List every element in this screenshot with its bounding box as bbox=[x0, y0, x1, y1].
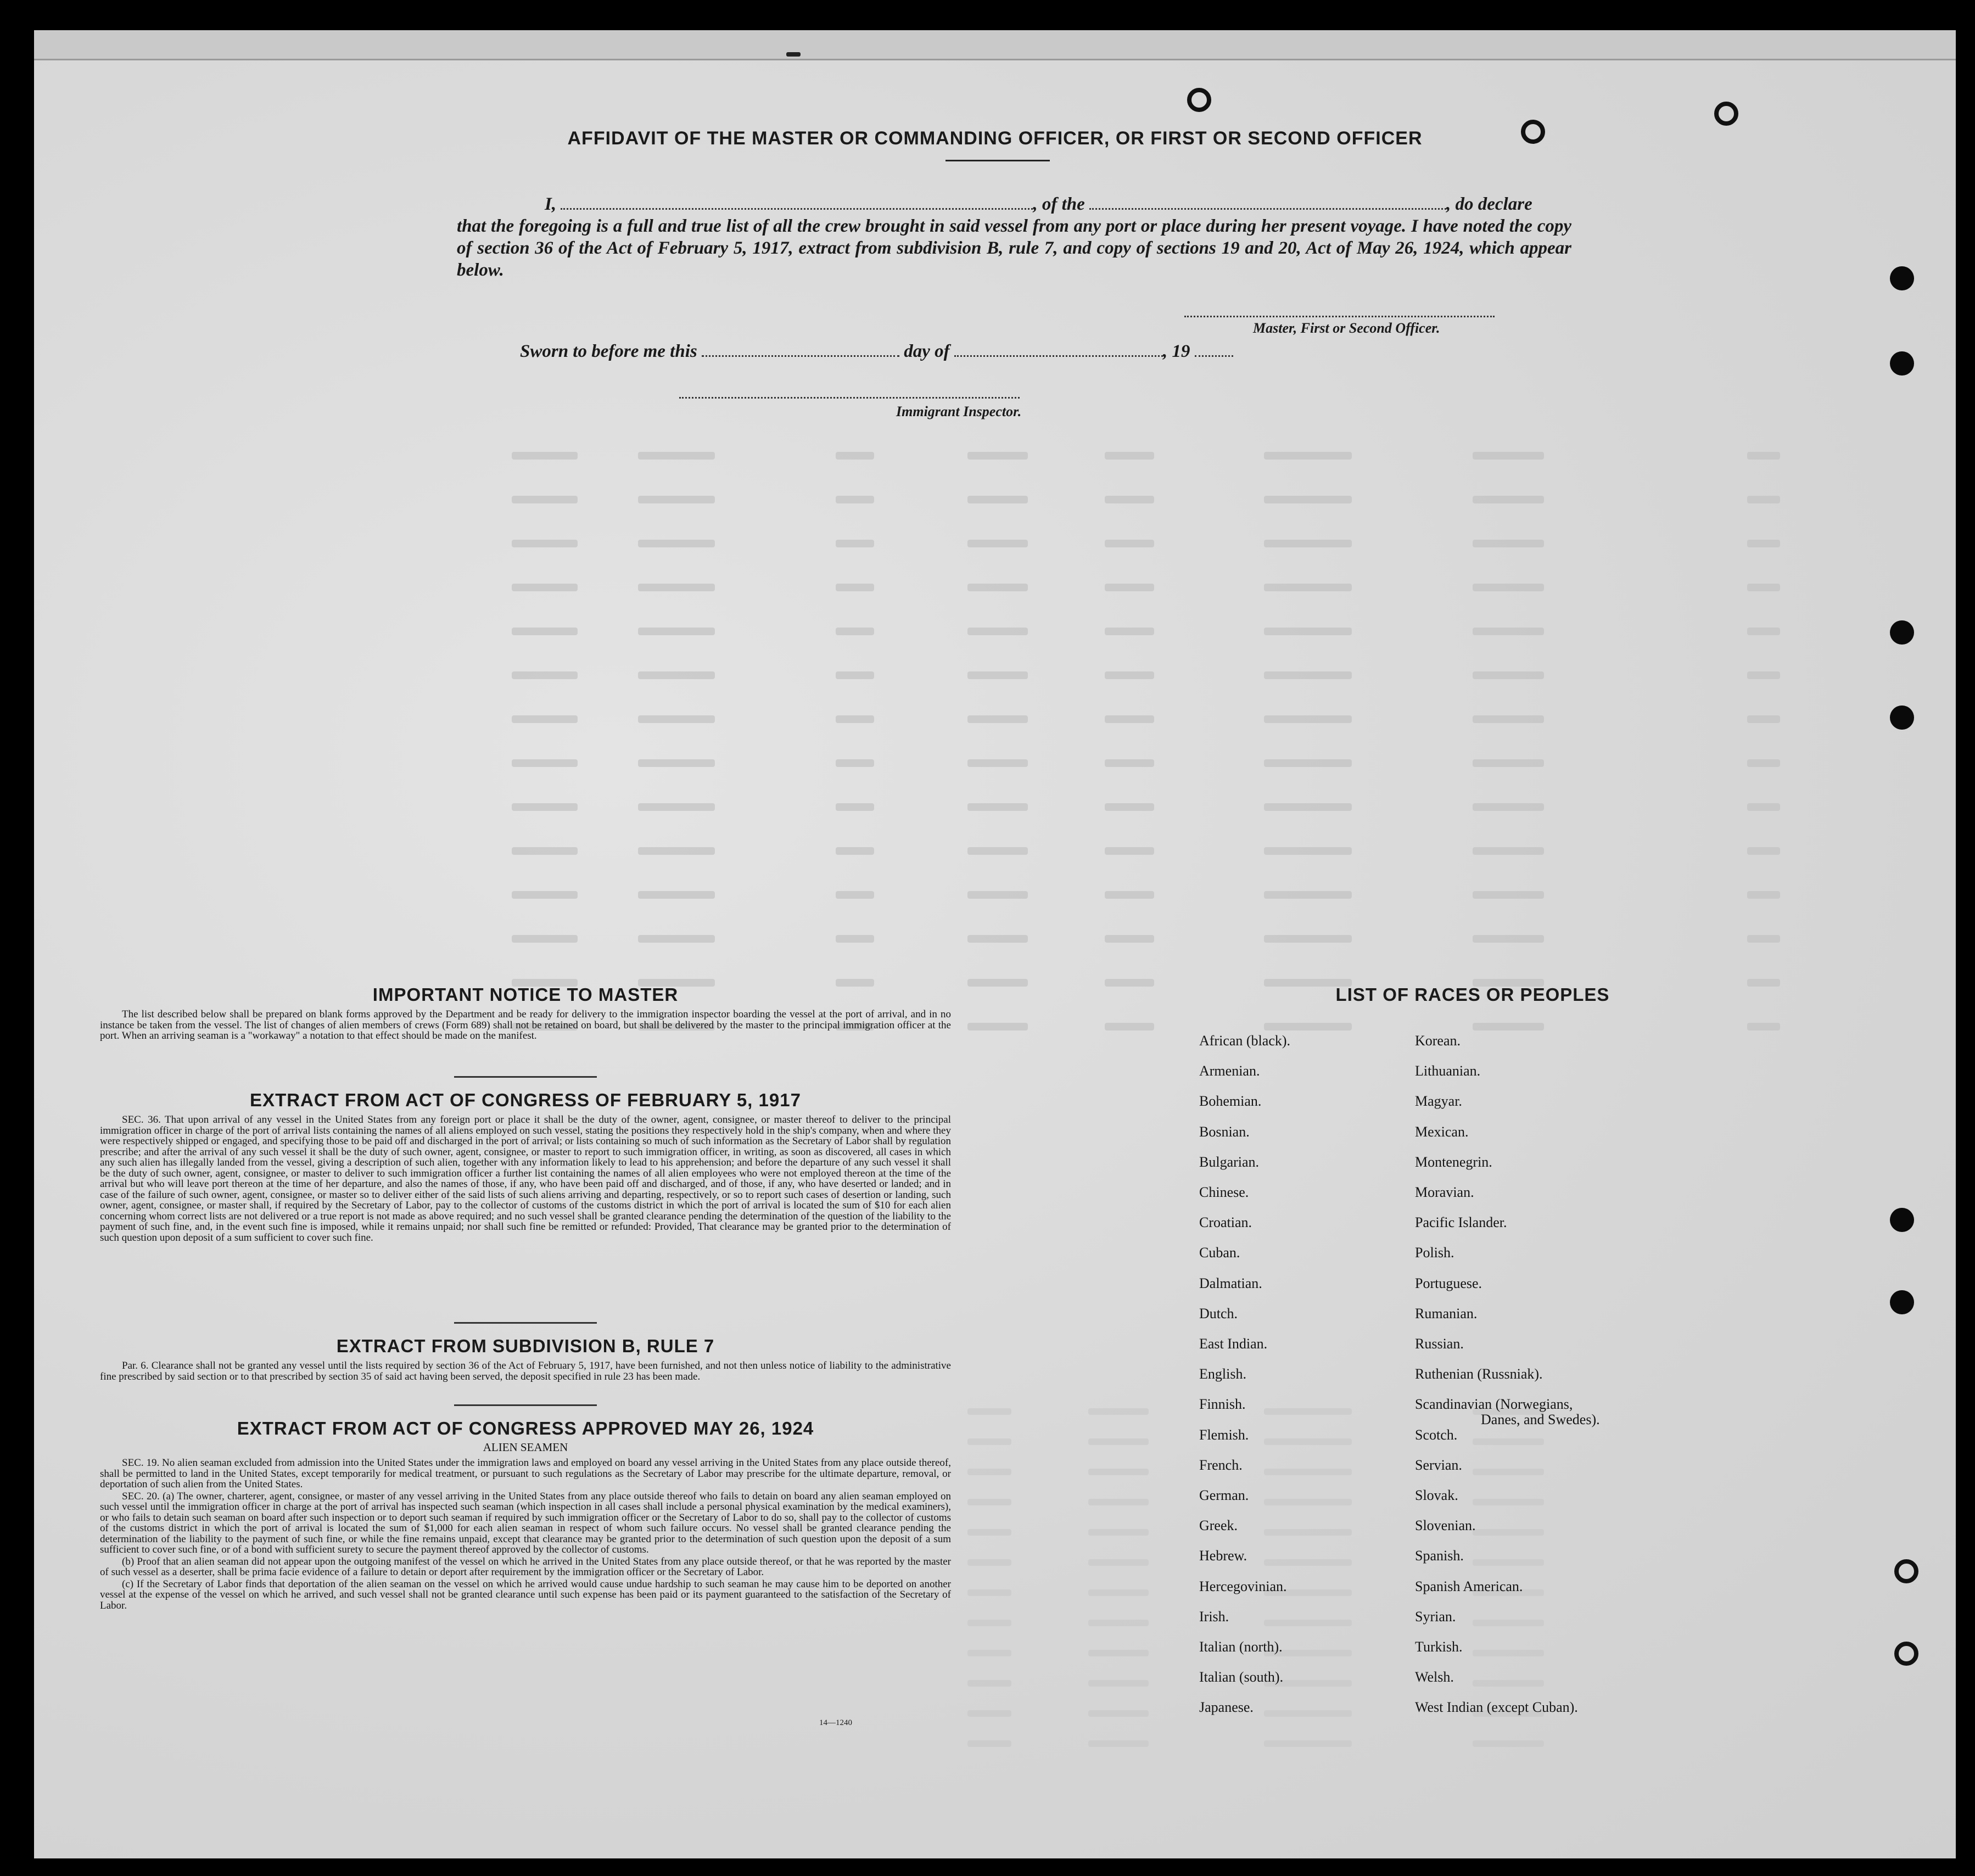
race-item: West Indian (except Cuban). bbox=[1415, 1699, 1578, 1716]
race-item: Croatian. bbox=[1199, 1214, 1252, 1231]
bleed-through-mark bbox=[1473, 1469, 1544, 1475]
declaration-of-the: , of the bbox=[1033, 194, 1085, 214]
bleed-through-mark bbox=[1747, 496, 1780, 503]
race-item: African (black). bbox=[1199, 1033, 1291, 1049]
bleed-through-mark bbox=[1747, 803, 1780, 811]
bleed-through-mark bbox=[836, 847, 874, 855]
bleed-through-mark bbox=[512, 628, 578, 635]
bleed-through-mark bbox=[1105, 540, 1154, 547]
race-scandinavian-continued: Danes, and Swedes). bbox=[1481, 1412, 1600, 1428]
bleed-through-mark bbox=[1088, 1740, 1149, 1747]
bleed-through-mark bbox=[1088, 1650, 1149, 1656]
bleed-through-mark bbox=[1747, 671, 1780, 679]
bleed-through-mark bbox=[1264, 1620, 1352, 1626]
bleed-through-mark bbox=[1473, 1650, 1544, 1656]
bleed-through-mark bbox=[1747, 584, 1780, 591]
sworn-line bbox=[520, 340, 1344, 362]
bleed-through-mark bbox=[1473, 759, 1544, 767]
bleed-through-mark bbox=[512, 935, 578, 943]
section-36-paragraph: SEC. 36. That upon arrival of any vessel in the United States from any foreign port or place it shall be the duty of the owner, agent, consignee, or master thereof to deliver to the principal immigration officer in charge of the port of arrival lists containing the names of all aliens employed on such vessel, stating the positions they respectively hold in the ship's company, when and where they were respectively shipped or engaged, and specifying those to be paid off and discharged in the port of arrival; or lists containing so much of such information as the Secretary of Labor shall by regulation prescribe; and after the arrival of any such vessel it shall be the duty of such owner, agent, consignee, or master to report to such immigration officer, in writing, as soon as discovered, all cases in which any such alien has illegally landed from the vessel, giving a description of such alien, together with any information likely to lead to his apprehension; and before the departure of any such vessel it shall be the duty of such owner, agent, consignee, or master to deliver to such immigration officer a further list containing the names of all alien employees who were not employed thereon at the time of the arrival but who will leave port thereon at the time of her departure, and also the names of those, if any, who have been paid off and discharged, and of those, if any, who have deserted or landed; and in case of the failure of such owner, agent, consignee, or master so to deliver either of the said lists of such aliens arriving and departing, respectively, or so to report such cases of desertion or landing, such owner, agent, consignee, or master shall, if required by the Secretary of Labor, pay to the collector of customs of the customs district in which the port of arrival is located the sum of $10 for each alien concerning whom correct lists are not delivered or a true report is not made as above required; and no such vessel shall be granted clearance pending the determination of the question of the liability to the payment of such fine, and, in the event such fine is imposed, while it remains unpaid; nor shall such fine be remitted or refunded: Provided, That clearance may be granted prior to the determination of such question upon deposit of a sum sufficient to cover such fine. bbox=[100, 1114, 951, 1244]
bleed-through-mark bbox=[967, 759, 1028, 767]
bleed-through-mark bbox=[1264, 1529, 1352, 1536]
section-divider bbox=[454, 1322, 597, 1324]
section-20b-paragraph: (b) Proof that an alien seaman did not appear upon the outgoing manifest of the vessel on which he arrived in the United States from any place outside thereof, or that he was reported by the master of such vessel as a deserter, shall be prima facie evidence of a failure to detain or deport after requirement by the immigration officer or the Secretary of Labor. bbox=[100, 1555, 951, 1578]
bleed-through-mark bbox=[1105, 496, 1154, 503]
bleed-through-mark bbox=[967, 1710, 1011, 1717]
bleed-through-mark bbox=[512, 584, 578, 591]
master-signature-label: Master, First or Second Officer. bbox=[1253, 320, 1440, 336]
bleed-through-mark bbox=[967, 1740, 1011, 1747]
race-item: Irish. bbox=[1199, 1608, 1229, 1625]
bleed-through-mark bbox=[1473, 803, 1544, 811]
bleed-through-mark bbox=[1473, 671, 1544, 679]
bleed-through-mark bbox=[1473, 1529, 1544, 1536]
bleed-through-mark bbox=[512, 715, 578, 723]
bleed-through-mark bbox=[967, 1650, 1011, 1656]
race-item: Bulgarian. bbox=[1199, 1153, 1260, 1170]
race-item: East Indian. bbox=[1199, 1336, 1268, 1352]
bleed-through-mark bbox=[967, 540, 1028, 547]
bleed-through-mark bbox=[967, 452, 1028, 460]
bleed-through-mark bbox=[1473, 540, 1544, 547]
bleed-through-mark bbox=[836, 803, 874, 811]
race-item: Japanese. bbox=[1199, 1699, 1254, 1716]
extract-1917-title: EXTRACT FROM ACT OF CONGRESS OF FEBRUARY 5, 1917 bbox=[250, 1090, 801, 1110]
sworn-day-of: day of bbox=[904, 341, 950, 361]
bleed-through-mark bbox=[1264, 803, 1352, 811]
bleed-through-mark bbox=[967, 1408, 1011, 1415]
bleed-through-mark bbox=[1264, 1023, 1352, 1031]
bleed-through-mark bbox=[1105, 715, 1154, 723]
race-item: Italian (north). bbox=[1199, 1639, 1283, 1655]
page-top-edge bbox=[34, 30, 1956, 60]
bleed-through-mark bbox=[1105, 935, 1154, 943]
bleed-through-mark bbox=[638, 496, 715, 503]
title-underline bbox=[945, 160, 1050, 161]
race-item: Flemish. bbox=[1199, 1426, 1249, 1443]
bleed-through-mark bbox=[967, 1680, 1011, 1687]
section-20a-paragraph: SEC. 20. (a) The owner, charterer, agent, consignee, or master of any vessel arriving in the United States from any place outside thereof who fails to detain on board any alien seaman employed on such vessel until the immigration officer in charge at the port of arrival has inspected such seaman (which inspection in all cases shall include a personal physical examination by the medical examiners), or who fails to detain such seaman on board after such inspection or to deport such seaman if required by such immigration officer or the Secretary of Labor to do so, shall pay to the collector of customs of the customs district in which the port of arrival is located the sum of $1,000 for each alien seaman in respect of whom such failure occurs. No vessel shall be granted clearance pending the determination of the liability to the payment of such fine, or while the fine remains unpaid, except that clearance may be granted prior to the determination of such question upon the deposit of a sum sufficient to cover such fine, or of a bond with sufficient surety to secure the payment thereof approved by the collector of customs. bbox=[100, 1490, 951, 1555]
bleed-through-mark bbox=[638, 671, 715, 679]
bleed-through-mark bbox=[1264, 452, 1352, 460]
bleed-through-mark bbox=[836, 628, 874, 635]
section-divider bbox=[454, 1076, 597, 1078]
top-mark bbox=[786, 52, 801, 57]
bleed-through-mark bbox=[1747, 847, 1780, 855]
bleed-through-mark bbox=[1747, 935, 1780, 943]
punch-hole bbox=[1714, 102, 1738, 126]
extract-rule7-text bbox=[100, 1360, 951, 1383]
notice-text bbox=[100, 1009, 951, 1043]
extract-1917-text bbox=[100, 1115, 951, 1244]
bleed-through-mark bbox=[638, 452, 715, 460]
race-item: Slovak. bbox=[1415, 1487, 1458, 1503]
bleed-through-mark bbox=[1473, 935, 1544, 943]
punch-hole bbox=[1890, 705, 1914, 730]
bleed-through-mark bbox=[1105, 671, 1154, 679]
punch-hole bbox=[1890, 1290, 1914, 1314]
bleed-through-mark bbox=[836, 715, 874, 723]
race-item: Chinese. bbox=[1199, 1184, 1249, 1200]
bleed-through-mark bbox=[638, 847, 715, 855]
race-item: Ruthenian (Russniak). bbox=[1415, 1366, 1543, 1382]
race-item: Korean. bbox=[1415, 1033, 1461, 1049]
bleed-through-mark bbox=[967, 496, 1028, 503]
bleed-through-mark bbox=[1105, 759, 1154, 767]
race-item: French. bbox=[1199, 1457, 1243, 1473]
bleed-through-mark bbox=[638, 803, 715, 811]
rule7-paragraph: Par. 6. Clearance shall not be granted any vessel until the lists required by section 36 of the Act of February 5, 1917, have been furnished, and not then unless notice of liability to the administrative fine prescribed by said section or to that prescribed by section 35 of said act having been served, the deposit specified in rule 23 has been made. bbox=[100, 1360, 951, 1382]
bleed-through-mark bbox=[512, 540, 578, 547]
race-item: Syrian. bbox=[1415, 1608, 1456, 1625]
punch-hole bbox=[1890, 351, 1914, 376]
bleed-through-mark bbox=[1473, 452, 1544, 460]
master-signature-line[interactable] bbox=[1184, 316, 1495, 317]
bleed-through-mark bbox=[512, 891, 578, 899]
bleed-through-mark bbox=[1264, 671, 1352, 679]
sworn-month-field[interactable] bbox=[954, 343, 1163, 357]
races-title: LIST OF RACES OR PEOPLES bbox=[1335, 984, 1610, 1005]
race-item: Moravian. bbox=[1415, 1184, 1474, 1200]
race-item: Hebrew. bbox=[1199, 1548, 1247, 1564]
race-item: Slovenian. bbox=[1415, 1517, 1476, 1534]
race-item: Bohemian. bbox=[1199, 1093, 1262, 1110]
bleed-through-mark bbox=[1473, 496, 1544, 503]
bleed-through-mark bbox=[967, 979, 1028, 987]
notice-paragraph: The list described below shall be prepared on blank forms approved by the Department and be ready for delivery to the immigration inspector boarding the vessel at the port of arrival, and in no instance be taken from the vessel. The list of changes of alien members of crews (Form 689) shall not be retained on board, but shall be delivered by the master to the principal immigration officer at the port. When an arriving seaman is a "workaway" a notation to that effect should be made on the manifest. bbox=[100, 1009, 951, 1041]
notice-title: IMPORTANT NOTICE TO MASTER bbox=[372, 984, 679, 1005]
bleed-through-mark bbox=[638, 628, 715, 635]
bleed-through-mark bbox=[967, 847, 1028, 855]
bleed-through-mark bbox=[836, 452, 874, 460]
race-item: Russian. bbox=[1415, 1336, 1464, 1352]
sworn-year-field[interactable] bbox=[1195, 343, 1233, 357]
bleed-through-mark bbox=[1473, 1438, 1544, 1445]
race-item: Lithuanian. bbox=[1415, 1063, 1481, 1079]
bleed-through-mark bbox=[512, 496, 578, 503]
race-item: Magyar. bbox=[1415, 1093, 1462, 1110]
bleed-through-mark bbox=[1088, 1529, 1149, 1536]
bleed-through-mark bbox=[512, 803, 578, 811]
declaration-block bbox=[457, 193, 1571, 281]
bleed-through-mark bbox=[1473, 584, 1544, 591]
race-item: Dalmatian. bbox=[1199, 1275, 1262, 1291]
bleed-through-mark bbox=[1105, 1023, 1154, 1031]
document-page bbox=[34, 30, 1956, 1858]
bleed-through-mark bbox=[1747, 452, 1780, 460]
sworn-label: Sworn to before me this bbox=[520, 341, 697, 361]
bleed-through-mark bbox=[638, 540, 715, 547]
bleed-through-mark bbox=[967, 1469, 1011, 1475]
bleed-through-mark bbox=[1747, 891, 1780, 899]
bleed-through-mark bbox=[1264, 1740, 1352, 1747]
bleed-through-mark bbox=[1747, 628, 1780, 635]
race-item: Portuguese. bbox=[1415, 1275, 1482, 1291]
race-item: Finnish. bbox=[1199, 1396, 1246, 1413]
race-item: Montenegrin. bbox=[1415, 1153, 1492, 1170]
bleed-through-mark bbox=[1473, 1680, 1544, 1687]
alien-seamen-subtitle: ALIEN SEAMEN bbox=[483, 1441, 568, 1454]
race-item: Scandinavian (Norwegians, bbox=[1415, 1396, 1573, 1413]
bleed-through-mark bbox=[967, 671, 1028, 679]
bleed-through-mark bbox=[967, 1499, 1011, 1505]
bleed-through-mark bbox=[1088, 1589, 1149, 1596]
bleed-through-mark bbox=[1105, 891, 1154, 899]
bleed-through-mark bbox=[1264, 496, 1352, 503]
bleed-through-mark bbox=[1473, 1740, 1544, 1747]
bleed-through-mark bbox=[1264, 540, 1352, 547]
bleed-through-mark bbox=[967, 1438, 1011, 1445]
race-item: Hercegovinian. bbox=[1199, 1578, 1287, 1594]
race-item: Turkish. bbox=[1415, 1639, 1463, 1655]
bleed-through-mark bbox=[1105, 628, 1154, 635]
bleed-through-mark bbox=[1264, 891, 1352, 899]
race-item: German. bbox=[1199, 1487, 1249, 1503]
sworn-day-field[interactable] bbox=[702, 343, 899, 357]
bleed-through-mark bbox=[1747, 759, 1780, 767]
bleed-through-mark bbox=[638, 935, 715, 943]
bleed-through-mark bbox=[638, 891, 715, 899]
bleed-through-mark bbox=[967, 715, 1028, 723]
bleed-through-mark bbox=[1264, 1710, 1352, 1717]
bleed-through-mark bbox=[1264, 1559, 1352, 1566]
bleed-through-mark bbox=[967, 1559, 1011, 1566]
bleed-through-mark bbox=[1264, 847, 1352, 855]
bleed-through-mark bbox=[967, 1023, 1028, 1031]
bleed-through-mark bbox=[512, 759, 578, 767]
form-number: 14—1240 bbox=[819, 1718, 852, 1727]
inspector-signature-line[interactable] bbox=[679, 397, 1020, 399]
bleed-through-mark bbox=[1105, 847, 1154, 855]
bleed-through-mark bbox=[1473, 891, 1544, 899]
race-item: English. bbox=[1199, 1366, 1246, 1382]
race-item: Italian (south). bbox=[1199, 1669, 1284, 1685]
declaration-i: I, bbox=[545, 194, 557, 214]
punch-hole bbox=[1890, 1208, 1914, 1232]
bleed-through-mark bbox=[1105, 979, 1154, 987]
race-item: Servian. bbox=[1415, 1457, 1462, 1473]
bleed-through-mark bbox=[1747, 979, 1780, 987]
bleed-through-mark bbox=[1088, 1680, 1149, 1687]
punch-hole bbox=[1187, 88, 1211, 112]
name-field[interactable] bbox=[561, 196, 1033, 210]
bleed-through-mark bbox=[1088, 1710, 1149, 1717]
race-item: Bosnian. bbox=[1199, 1123, 1250, 1140]
bleed-through-mark bbox=[1264, 759, 1352, 767]
bleed-through-mark bbox=[836, 584, 874, 591]
race-item: Cuban. bbox=[1199, 1245, 1240, 1261]
bleed-through-mark bbox=[967, 584, 1028, 591]
bleed-through-mark bbox=[1105, 803, 1154, 811]
punch-hole bbox=[1894, 1642, 1918, 1666]
bleed-through-mark bbox=[1747, 1023, 1780, 1031]
bleed-through-mark bbox=[1473, 1620, 1544, 1626]
race-item: Armenian. bbox=[1199, 1063, 1260, 1079]
bleed-through-mark bbox=[967, 935, 1028, 943]
race-item: Scotch. bbox=[1415, 1426, 1458, 1443]
bleed-through-mark bbox=[836, 496, 874, 503]
punch-hole bbox=[1890, 620, 1914, 645]
bleed-through-mark bbox=[1088, 1620, 1149, 1626]
extract-1924-text bbox=[100, 1458, 951, 1612]
bleed-through-mark bbox=[1747, 540, 1780, 547]
bleed-through-mark bbox=[1088, 1499, 1149, 1505]
bleed-through-mark bbox=[967, 803, 1028, 811]
race-item: Pacific Islander. bbox=[1415, 1214, 1507, 1231]
bleed-through-mark bbox=[1088, 1469, 1149, 1475]
bleed-through-mark bbox=[1264, 935, 1352, 943]
bleed-through-mark bbox=[1264, 1469, 1352, 1475]
section-19-paragraph: SEC. 19. No alien seaman excluded from admission into the United States under the immigration laws and employed on board any vessel arriving in the United States from any place outside thereof, shall be permitted to land in the United States, except temporarily for medical treatment, or pursuant to such regulations as the Secretary of Labor may prescribe for the ultimate departure, removal, or deportation of such alien from the United States. bbox=[100, 1457, 951, 1490]
bleed-through-mark bbox=[1105, 584, 1154, 591]
bleed-through-mark bbox=[512, 847, 578, 855]
race-item: Spanish American. bbox=[1415, 1578, 1523, 1594]
section-20c-paragraph: (c) If the Secretary of Labor finds that deportation of the alien seaman on the vessel on which he arrived would cause undue hardship to such seaman he may cause him to be deported on another vessel at the expense of the vessel on which he arrived, and such vessel shall not be granted clearance until such expense has been paid or its payment guaranteed to the satisfaction of the Secretary of Labor. bbox=[100, 1578, 951, 1611]
bleed-through-mark bbox=[512, 671, 578, 679]
bleed-through-mark bbox=[1088, 1438, 1149, 1445]
bleed-through-mark bbox=[1264, 628, 1352, 635]
bleed-through-mark bbox=[1264, 584, 1352, 591]
race-item: Polish. bbox=[1415, 1245, 1454, 1261]
bleed-through-mark bbox=[836, 540, 874, 547]
bleed-through-mark bbox=[1264, 1438, 1352, 1445]
inspector-signature-label: Immigrant Inspector. bbox=[896, 404, 1022, 419]
bleed-through-mark bbox=[1473, 847, 1544, 855]
affidavit-title: AFFIDAVIT OF THE MASTER OR COMMANDING OFFICER, OR FIRST OR SECOND OFFICER bbox=[567, 128, 1423, 149]
extract-1924-title: EXTRACT FROM ACT OF CONGRESS APPROVED MAY 26, 1924 bbox=[237, 1418, 814, 1438]
bleed-through-mark bbox=[1473, 1023, 1544, 1031]
bleed-through-mark bbox=[967, 891, 1028, 899]
section-divider bbox=[454, 1404, 597, 1406]
bleed-through-mark bbox=[638, 715, 715, 723]
punch-hole bbox=[1890, 266, 1914, 290]
bleed-through-mark bbox=[967, 1620, 1011, 1626]
bleed-through-mark bbox=[638, 584, 715, 591]
bleed-through-mark bbox=[836, 891, 874, 899]
bleed-through-mark bbox=[1264, 1408, 1352, 1415]
bleed-through-mark bbox=[1264, 1499, 1352, 1505]
bleed-through-mark bbox=[1747, 715, 1780, 723]
bleed-through-mark bbox=[1473, 715, 1544, 723]
punch-hole bbox=[1894, 1559, 1918, 1583]
bleed-through-mark bbox=[1264, 715, 1352, 723]
race-item: Mexican. bbox=[1415, 1123, 1469, 1140]
race-item: Rumanian. bbox=[1415, 1305, 1478, 1321]
declaration-do-declare: , do declare bbox=[1446, 194, 1532, 214]
sworn-year-prefix: , 19 bbox=[1162, 341, 1190, 361]
bleed-through-mark bbox=[967, 628, 1028, 635]
bleed-through-mark bbox=[512, 452, 578, 460]
race-item: Spanish. bbox=[1415, 1548, 1464, 1564]
bleed-through-mark bbox=[1088, 1408, 1149, 1415]
bleed-through-mark bbox=[836, 759, 874, 767]
bleed-through-mark bbox=[967, 1589, 1011, 1596]
bleed-through-mark bbox=[1088, 1559, 1149, 1566]
bleed-through-mark bbox=[638, 759, 715, 767]
bleed-through-mark bbox=[967, 1529, 1011, 1536]
vessel-field[interactable] bbox=[1089, 196, 1446, 210]
bleed-through-mark bbox=[1473, 1559, 1544, 1566]
race-item: Greek. bbox=[1199, 1517, 1238, 1534]
bleed-through-mark bbox=[1105, 452, 1154, 460]
declaration-body: that the foregoing is a full and true list of all the crew brought in said vessel from any port or place during her present voyage. I have noted the copy of section 36 of the Act of February 5, 1917, extract from subdivision B, rule 7, and copy of sections 19 and 20, Act of May 26, 1924, which appear below. bbox=[457, 216, 1571, 280]
race-item: Welsh. bbox=[1415, 1669, 1454, 1685]
bleed-through-mark bbox=[1473, 1499, 1544, 1505]
bleed-through-mark bbox=[836, 671, 874, 679]
extract-rule7-title: EXTRACT FROM SUBDIVISION B, RULE 7 bbox=[336, 1336, 715, 1356]
race-item: Dutch. bbox=[1199, 1305, 1238, 1321]
bleed-through-mark bbox=[1473, 628, 1544, 635]
bleed-through-mark bbox=[836, 935, 874, 943]
